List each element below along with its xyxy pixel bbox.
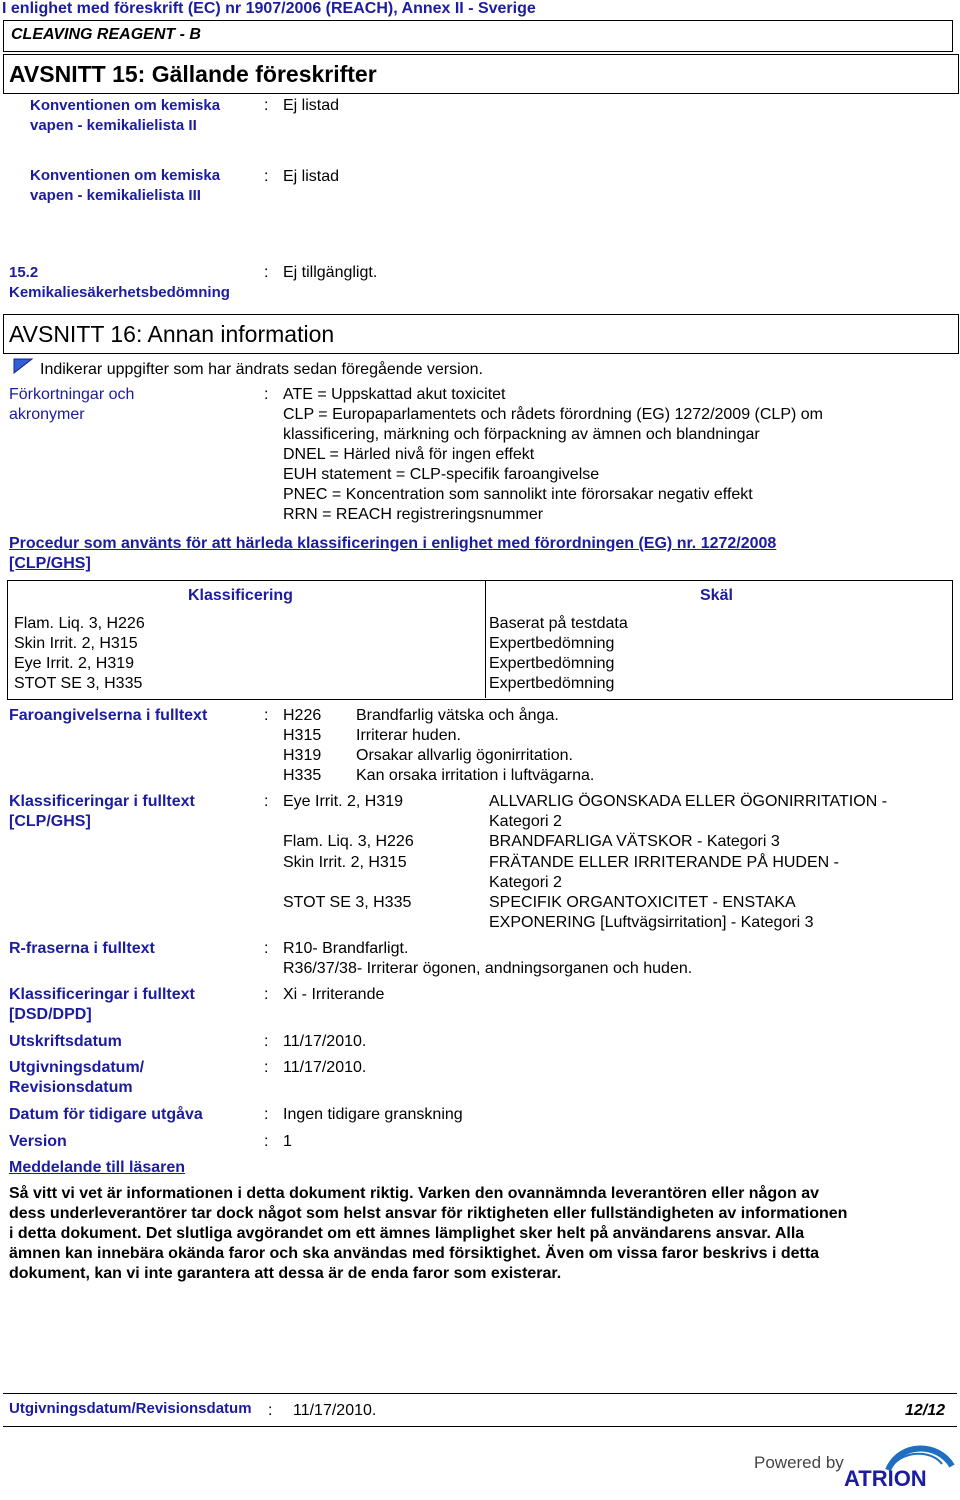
r-phrases-list: R10- Brandfarligt. R36/37/38- Irriterar ögonen, andningsorganen och huden. [283,940,693,977]
section-15-title: AVSNITT 15: Gällande föreskrifter [9,61,377,87]
colon: : [268,1402,273,1419]
print-date-label: Utskriftsdatum [9,1033,122,1050]
dsd-classifications-label: Klassificeringar i fulltext [DSD/DPD] [9,986,195,1023]
clp-text: BRANDFARLIGA VÄTSKOR - Kategori 3 [489,833,780,850]
abbreviations-list: ATE = Uppskattad akut toxicitet CLP = Europaparlamentets och rådets förordning (EG) 1272/2009 (CLP) om klassificering, märkning och förpackning av ämnen och blandningar DNEL = Härled nivå för ingen effekt EUH statement = CLP-specifik faroangivelse PNEC = Koncentration som sannolikt inte förorsakar negativ effekt RRN = REACH registreringsnummer [283,386,823,523]
classification-table-divider [485,580,486,698]
issue-date-label: Utgivningsdatum/ Revisionsdatum [9,1059,145,1096]
cwc-list-2-label: Konventionen om kemiska vapen - kemikalielista II [30,97,221,134]
footer-top-rule [3,1393,957,1394]
hazard-texts: Brandfarlig vätska och ånga. Irriterar huden. Orsakar allvarlig ögonirritation. Kan orsaka irritation i luftvägarna. [356,707,595,784]
notice-to-reader-text: Så vitt vi vet är informationen i detta dokument riktig. Varken den ovannämnda leverantören eller någon av dess underleverantörer tar dock något som helst ansvar för riktigheten eller fullständigheten av informationen i detta dokument. Det slutliga avgörandet om ett ämnes lämplighet sker helt på användarens ansvar. Alla ämnen kan innebära okända faror och ska användas med försiktighet. Även om vissa faror beskrivs i detta dokument, kan vi inte garantera att dessa är de enda faror som existerar. [9,1185,848,1282]
colon: : [264,1133,269,1150]
chemical-safety-assessment-label: 15.2 Kemikaliesäkerhetsbedömning [9,264,230,301]
page-number: 12/12 [905,1402,946,1419]
version-label: Version [9,1133,67,1150]
colon: : [264,793,269,810]
colon: : [264,1033,269,1050]
footer-issue-date-value: 11/17/2010. [293,1402,377,1419]
cwc-list-3-value: Ej listad [283,168,340,185]
colon: : [264,940,269,957]
hazard-codes: H226 H315 H319 H335 [283,707,322,784]
clp-code: STOT SE 3, H335 [283,894,412,911]
document-header-title: I enlighet med föreskrift (EC) nr 1907/2006 (REACH), Annex II - Sverige [2,0,536,17]
atrion-logo [842,1440,960,1495]
colon: : [264,986,269,1003]
colon: : [264,97,269,114]
clp-code: Flam. Liq. 3, H226 [283,833,414,850]
colon: : [264,264,269,281]
colon: : [264,1106,269,1123]
clp-text: ALLVARLIG ÖGONSKADA ELLER ÖGONIRRITATION - Kategori 2 [489,793,888,830]
reason-column: Baserat på testdata Expertbedömning Expertbedömning Expertbedömning [489,615,628,692]
classification-column: Flam. Liq. 3, H226 Skin Irrit. 2, H315 Eye Irrit. 2, H319 STOT SE 3, H335 [14,615,145,692]
section-16-title: AVSNITT 16: Annan information [9,321,335,347]
product-name-box [3,20,953,52]
previous-issue-label: Datum för tidigare utgåva [9,1106,203,1123]
notice-to-reader-label: Meddelande till läsaren [9,1159,186,1176]
colon: : [264,707,269,724]
hazard-statements-label: Faroangivelserna i fulltext [9,707,208,724]
cwc-list-3-label: Konventionen om kemiska vapen - kemikalielista III [30,167,221,204]
section-15-header [3,54,959,94]
classification-table [7,580,953,700]
chemical-safety-assessment-value: Ej tillgängligt. [283,264,378,281]
procedure-title: Procedur som använts för att härleda klassificeringen i enlighet med förordningen (EG) nr. 1272/2008 [CLP/GHS] [9,535,777,572]
footer-issue-date-label: Utgivningsdatum/Revisionsdatum [9,1400,252,1417]
reason-column-header: Skäl [700,587,733,604]
classification-column-header: Klassificering [188,587,293,604]
colon: : [264,1059,269,1076]
issue-date-value: 11/17/2010. [283,1059,367,1076]
changed-note: Indikerar uppgifter som har ändrats sedan föregående version. [40,361,483,378]
clp-code: Eye Irrit. 2, H319 [283,793,404,810]
clp-text: SPECIFIK ORGANTOXICITET - ENSTAKA EXPONERING [Luftvägsirritation] - Kategori 3 [489,894,814,931]
version-value: 1 [283,1133,292,1150]
colon: : [264,386,269,403]
abbreviations-label: Förkortningar och akronymer [9,386,135,423]
powered-by-text: Powered by [754,1453,844,1472]
previous-issue-value: Ingen tidigare granskning [283,1106,463,1123]
product-name: CLEAVING REAGENT - B [11,26,201,43]
print-date-value: 11/17/2010. [283,1033,367,1050]
clp-code: Skin Irrit. 2, H315 [283,854,407,871]
colon: : [264,168,269,185]
changed-marker-icon [13,358,33,379]
clp-text: FRÄTANDE ELLER IRRITERANDE PÅ HUDEN - Kategori 2 [489,854,839,891]
footer-bottom-rule [3,1426,957,1427]
cwc-list-2-value: Ej listad [283,97,340,114]
svg-text:ATRION: ATRION [844,1466,927,1490]
clp-classifications-label: Klassificeringar i fulltext [CLP/GHS] [9,793,195,830]
dsd-classification-value: Xi - Irriterande [283,986,385,1003]
r-phrases-label: R-fraserna i fulltext [9,940,155,957]
section-16-header [3,314,959,354]
